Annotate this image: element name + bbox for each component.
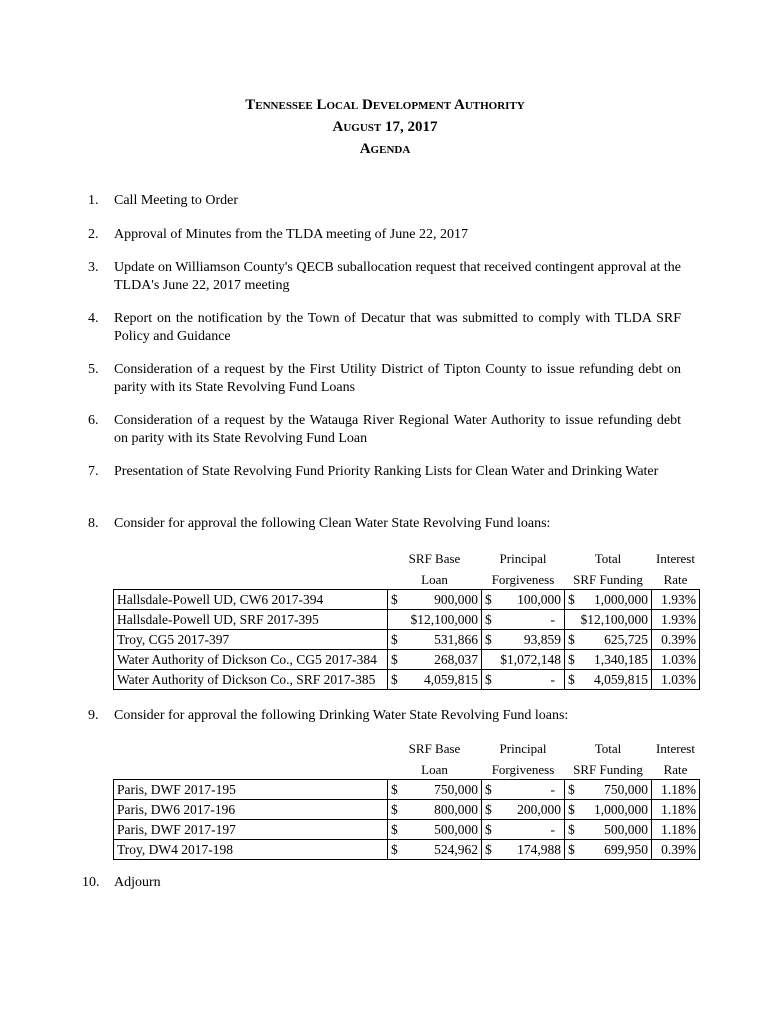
table-row bbox=[114, 630, 700, 650]
header-principal: Principal bbox=[499, 741, 547, 756]
item-number: 9. bbox=[88, 708, 99, 723]
base-loan-cell: $ 800,000 bbox=[388, 800, 482, 820]
item-text: Consider for approval the following Clean Water State Revolving Fund loans: bbox=[114, 516, 551, 531]
interest-rate-cell: 1.93% bbox=[652, 590, 700, 610]
item-number: 2. bbox=[88, 227, 99, 242]
base-loan-cell: $12,100,000 bbox=[388, 610, 482, 630]
item-number: 7. bbox=[88, 464, 99, 479]
table-row bbox=[114, 650, 700, 670]
table-header-row bbox=[114, 737, 700, 758]
interest-rate-cell: 0.39% bbox=[652, 630, 700, 650]
loan-name-cell: Paris, DW6 2017-196 bbox=[114, 800, 388, 820]
principal-forgiveness-cell: $ - bbox=[482, 610, 565, 630]
item-text: Update on Williamson County's QECB suballocation request that received contingent approval at the TLDA's June 22, 2017 meeting bbox=[114, 260, 681, 293]
loan-name-cell: Water Authority of Dickson Co., SRF 2017-385 bbox=[114, 670, 388, 690]
base-loan-cell: $ 524,962 bbox=[388, 840, 482, 860]
header-srf-base: SRF Base bbox=[408, 741, 461, 756]
interest-rate-cell: 1.93% bbox=[652, 610, 700, 630]
item-number: 10. bbox=[82, 875, 100, 890]
clean-water-loans-table bbox=[113, 547, 700, 690]
header-interest: Interest bbox=[656, 551, 695, 566]
principal-forgiveness-cell: $ 174,988 bbox=[482, 840, 565, 860]
total-funding-cell: $ 699,950 bbox=[565, 840, 652, 860]
header-total: Total bbox=[594, 741, 622, 756]
base-loan-cell: $ 4,059,815 bbox=[388, 670, 482, 690]
interest-rate-cell: 1.18% bbox=[652, 800, 700, 820]
table-row bbox=[114, 820, 700, 840]
principal-forgiveness-cell: $ 200,000 bbox=[482, 800, 565, 820]
table-row bbox=[114, 670, 700, 690]
total-funding-cell: $ 500,000 bbox=[565, 820, 652, 840]
base-loan-cell: $ 531,866 bbox=[388, 630, 482, 650]
item-text: Call Meeting to Order bbox=[114, 193, 239, 208]
item-number: 6. bbox=[88, 413, 99, 428]
item-text: Report on the notification by the Town of Decatur that was submitted to comply with TLDA SRF Policy and Guidance bbox=[114, 311, 681, 344]
item-text: Consider for approval the following Drinking Water State Revolving Fund loans: bbox=[114, 708, 569, 723]
total-funding-cell: $12,100,000 bbox=[565, 610, 652, 630]
header-srf-funding: SRF Funding bbox=[573, 762, 643, 777]
item-text: Approval of Minutes from the TLDA meeting of June 22, 2017 bbox=[114, 227, 468, 242]
header-rate: Rate bbox=[663, 762, 688, 777]
principal-forgiveness-cell: $ - bbox=[482, 780, 565, 800]
loan-name-cell: Troy, DW4 2017-198 bbox=[114, 840, 388, 860]
drinking-water-loans-table bbox=[113, 737, 700, 860]
base-loan-cell: $ 750,000 bbox=[388, 780, 482, 800]
loan-name-cell: Troy, CG5 2017-397 bbox=[114, 630, 388, 650]
interest-rate-cell: 1.03% bbox=[652, 670, 700, 690]
principal-forgiveness-cell: $ - bbox=[482, 820, 565, 840]
principal-forgiveness-cell: $ 93,859 bbox=[482, 630, 565, 650]
item-number: 1. bbox=[88, 193, 99, 208]
base-loan-cell: $ 500,000 bbox=[388, 820, 482, 840]
principal-forgiveness-cell: $ - bbox=[482, 670, 565, 690]
agenda-heading: Agenda bbox=[359, 141, 411, 157]
principal-forgiveness-cell: $1,072,148 bbox=[482, 650, 565, 670]
header-srf-funding: SRF Funding bbox=[573, 572, 643, 587]
item-text: Consideration of a request by the First Utility District of Tipton County to issue refunding debt on parity with its State Revolving Fund Loans bbox=[114, 362, 681, 395]
total-funding-cell: $ 1,340,185 bbox=[565, 650, 652, 670]
item-text: Presentation of State Revolving Fund Priority Ranking Lists for Clean Water and Drinking Water bbox=[114, 464, 659, 479]
item-number: 5. bbox=[88, 362, 99, 377]
interest-rate-cell: 1.03% bbox=[652, 650, 700, 670]
header-interest: Interest bbox=[656, 741, 695, 756]
table-row bbox=[114, 840, 700, 860]
table-row bbox=[114, 590, 700, 610]
header-srf-base: SRF Base bbox=[408, 551, 461, 566]
total-funding-cell: $ 625,725 bbox=[565, 630, 652, 650]
header-forgiveness: Forgiveness bbox=[491, 572, 555, 587]
total-funding-cell: $ 750,000 bbox=[565, 780, 652, 800]
loan-name-cell: Water Authority of Dickson Co., CG5 2017-384 bbox=[114, 650, 388, 670]
authority-title: Tennessee Local Development Authority bbox=[245, 97, 525, 113]
header-forgiveness: Forgiveness bbox=[491, 762, 555, 777]
total-funding-cell: $ 1,000,000 bbox=[565, 590, 652, 610]
base-loan-cell: $ 900,000 bbox=[388, 590, 482, 610]
item-number: 8. bbox=[88, 516, 99, 531]
loan-name-cell: Paris, DWF 2017-195 bbox=[114, 780, 388, 800]
item-text: Adjourn bbox=[114, 875, 161, 890]
table-header-row bbox=[114, 758, 700, 780]
table-header-row bbox=[114, 568, 700, 590]
table-row bbox=[114, 780, 700, 800]
header-principal: Principal bbox=[499, 551, 547, 566]
item-number: 3. bbox=[88, 260, 99, 275]
interest-rate-cell: 1.18% bbox=[652, 820, 700, 840]
base-loan-cell: $ 268,037 bbox=[388, 650, 482, 670]
loan-name-cell: Hallsdale-Powell UD, SRF 2017-395 bbox=[114, 610, 388, 630]
table-row bbox=[114, 610, 700, 630]
meeting-date: August 17, 2017 bbox=[332, 119, 438, 135]
loan-name-cell: Hallsdale-Powell UD, CW6 2017-394 bbox=[114, 590, 388, 610]
item-number: 4. bbox=[88, 311, 99, 326]
item-text: Consideration of a request by the Watauga River Regional Water Authority to issue refunding debt on parity with its State Revolving Fund Loan bbox=[114, 413, 681, 446]
table-header-row bbox=[114, 547, 700, 568]
principal-forgiveness-cell: $ 100,000 bbox=[482, 590, 565, 610]
total-funding-cell: $ 1,000,000 bbox=[565, 800, 652, 820]
loan-name-cell: Paris, DWF 2017-197 bbox=[114, 820, 388, 840]
table-row bbox=[114, 800, 700, 820]
header-rate: Rate bbox=[663, 572, 688, 587]
interest-rate-cell: 0.39% bbox=[652, 840, 700, 860]
header-loan: Loan bbox=[421, 572, 448, 587]
total-funding-cell: $ 4,059,815 bbox=[565, 670, 652, 690]
header-loan: Loan bbox=[421, 762, 448, 777]
interest-rate-cell: 1.18% bbox=[652, 780, 700, 800]
header-total: Total bbox=[594, 551, 622, 566]
